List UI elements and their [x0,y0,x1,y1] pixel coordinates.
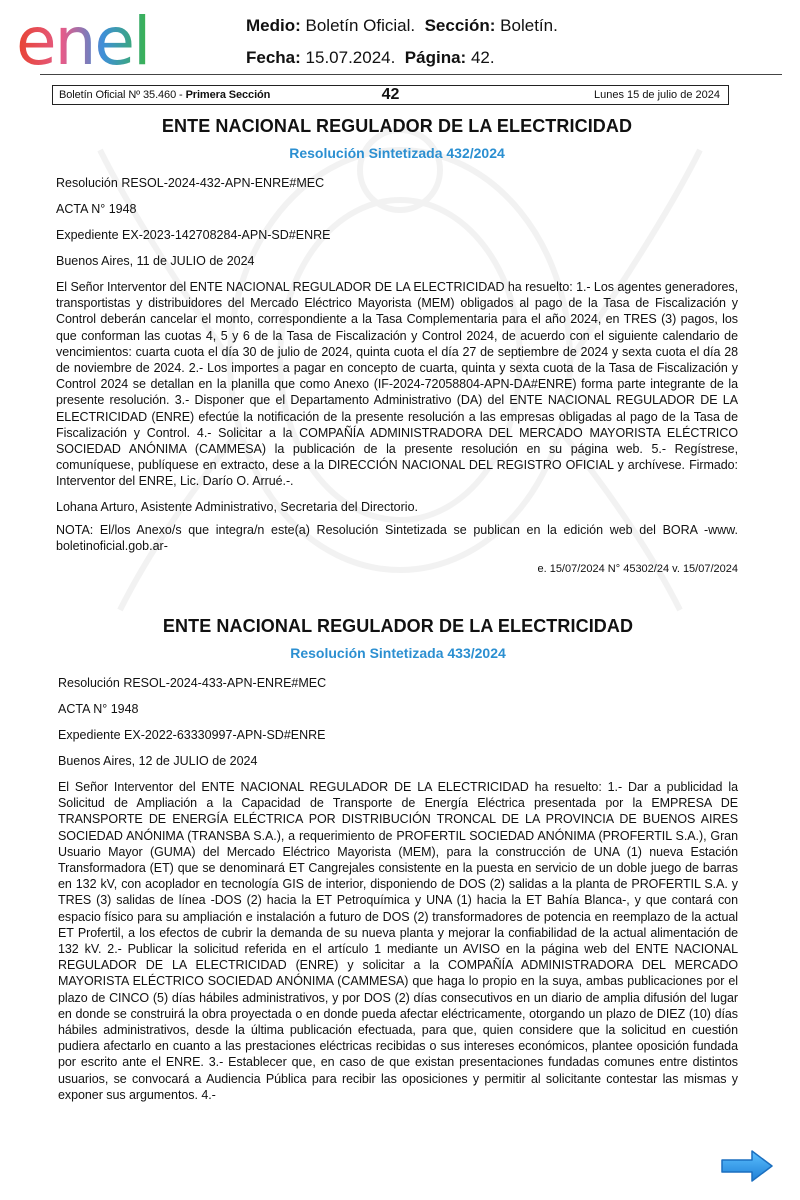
page-number: 42 [381,86,400,103]
resolution-body: El Señor Interventor del ENTE NACIONAL REGULADOR DE LA ELECTRICIDAD ha resuelto: 1.- Dar a publicidad la Solicitud de Ampliación a la Capacidad de Transporte de Energía Eléctrica presentada por la EMPRESA DE TRANSPORTE DE ENERGÍA ELÉCTRICA POR DISTRIBUCIÓN TRONCAL DE LA PROVINCIA DE BUENOS AIRES SOCIEDAD ANÓNIMA (TRANSBA S.A.), a requerimiento de PROFERTIL SOCIEDAD ANÓNIMA (PROFERTIL S.A.), Gran Usuario Mayor (GUMA) del Mercado Eléctrico Mayorista (MEM), para la construcción de UNA (1) nueva Estación Transformadora (ET) que se denominará ET Cangrejales consistente en la puesta en servicio de un doble juego de barras en 132 kV, con acoplador en tecnología GIS de interior, disponiendo de DOS (2) salidas a la planta de PROFERTIL S.A. y TRES (3) salidas de línea -DOS (2) hacia la ET Petroquímica y UNA (1) hacia la ET Bahía Blanca-, y que contará con espacio físico para su ampliación e instalación a futuro de DOS (2) transformadores de potencia en reemplazo de la actual ET Profertil, a los efectos de cubrir la demanda de su nueva planta y mejorar la confiabilidad de la actual alimentación de 132 kV. 2.- Publicar la solicitud referida en el artículo 1 mediante un AVISO en la página web del ENTE NACIONAL REGULADOR DE LA ELECTRICIDAD (ENRE) y solicitar a la COMPAÑÍA ADMINISTRADORA DEL MERCADO MAYORISTA ELÉCTRICO SOCIEDAD ANÓNIMA (CAMMESA) que haga lo propio en la suya, ambas publicaciones por el plazo de CINCO (5) días hábiles administrativos, y por DOS (2) días consecutivos en un diario de amplia difusión del lugar en donde se construirá la obra proyectada o en donde pueda afectar eléctricamente, otorgando un plazo de DIEZ (10) días hábiles administrativos, desde la última publicación efectuada, para que, quien considere que la solicitud en cuestión pudiera afectarlo en cuanto a las prestaciones eléctricas recibidas o sus intereses económicos, plantee oposición fundada por escrito ante el ENRE. 3.- Establecer que, en caso de que existan presentaciones fundadas comunes entre distintos usuarios, se convocará a Audiencia Pública para recibir las oposiciones y permitir al solicitante contestar las mismas y exponer sus argumentos. 4.- [58,780,738,1102]
bulletin-number: Boletín Oficial Nº 35.460 - Primera Sección [59,89,271,101]
bulletin-date: Lunes 15 de julio de 2024 [594,89,720,101]
expediente-number: Expediente EX-2022-63330997-APN-SD#ENRE [58,728,326,742]
expediente-number: Expediente EX-2023-142708284-APN-SD#ENRE [56,228,331,242]
signature-line: Lohana Arturo, Asistente Administrativo, Secretaria del Directorio. [56,499,418,514]
meta-line-1 [246,10,558,42]
resolution-432 [56,116,738,575]
resolution-id: Resolución RESOL-2024-432-APN-ENRE#MEC [56,176,325,190]
meta-line-2 [246,42,558,74]
medio-label: Medio: [246,16,301,35]
resolution-title: Resolución Sintetizada 432/2024 [289,145,505,161]
header-divider [40,74,782,75]
seccion-label: Sección: [424,16,496,35]
resolution-id: Resolución RESOL-2024-433-APN-ENRE#MEC [58,676,327,690]
page-header [0,0,800,76]
pagina-label: Página: [404,48,467,67]
resolution-body: El Señor Interventor del ENTE NACIONAL REGULADOR DE LA ELECTRICIDAD ha resuelto: 1.- Los agentes generadores, transportistas y distribuidores del Mercado Eléctrico Mayorista (MEM) obligados al pago de la Tasa de Fiscalización y Control deberán cancelar el monto, correspondiente a la Tasa Complementaria para el año 2024, en TRES (3) pagos, los que conforman las cuotas 4, 5 y 6 de la Tasa de Fiscalización y Control 2024, de acuerdo con el siguiente calendario de vencimientos: cuarta cuota el día 30 de julio de 2024, quinta cuota el día 27 de septiembre de 2024 y sexta cuota el día 28 de noviembre de 2024. 2.- Los importes a pagar en concepto de cuarta, quinta y sexta cuota de la Tasa de Fiscalización y Control 2024 se detallan en la planilla que como Anexo (IF-2024-72058804-APN-DA#ENRE) forma parte integrante de la presente resolución. 3.- Disponer que el Departamento Administrativo (DA) del ENTE NACIONAL REGULADOR DE LA ELECTRICIDAD (ENRE) efectúe la notificación de la presente resolución a las empresas obligadas al pago de la Tasa de Fiscalización y Control. 4.- Solicitar a la COMPAÑÍA ADMINISTRADORA DEL MERCADO MAYORISTA ELÉCTRICO SOCIEDAD ANÓNIMA (CAMMESA) la publicación de la presente resolución en su página web. 5.- Regístrese, comuníquese, publíquese en extracto, dese a la DIRECCIÓN NACIONAL DEL REGISTRO OFICIAL y archívese. Firmado: Interventor del ENRE, Lic. Darío O. Arrué.-. [56,280,738,489]
fecha-value: 15.07.2024. [305,48,396,67]
org-title: ENTE NACIONAL REGULADOR DE LA ELECTRICIDAD [162,616,634,636]
medio-value: Boletín Oficial. [305,16,416,35]
publication-reference: e. 15/07/2024 N° 45302/24 v. 15/07/2024 [537,562,738,575]
annex-note: NOTA: El/los Anexo/s que integra/n este(a) Resolución Sintetizada se publican en la edición web del BORA -www. boletinoficial.gob.ar- [56,522,738,554]
seccion-value: Boletín. [500,16,558,35]
next-page-arrow-icon[interactable] [720,1148,774,1184]
acta-number: ACTA N° 1948 [56,202,137,216]
bulletin-strip [52,85,729,105]
resolution-433 [58,616,738,1113]
acta-number: ACTA N° 1948 [58,702,139,716]
document-meta [246,10,558,74]
place-date: Buenos Aires, 12 de JULIO de 2024 [58,754,258,768]
pagina-value: 42. [470,48,495,67]
fecha-label: Fecha: [246,48,301,67]
org-title: ENTE NACIONAL REGULADOR DE LA ELECTRICIDAD [161,116,633,136]
resolution-title: Resolución Sintetizada 433/2024 [290,645,506,661]
place-date: Buenos Aires, 11 de JULIO de 2024 [56,254,255,268]
enel-logo [14,6,182,70]
svg-text:enel: enel [16,6,150,70]
